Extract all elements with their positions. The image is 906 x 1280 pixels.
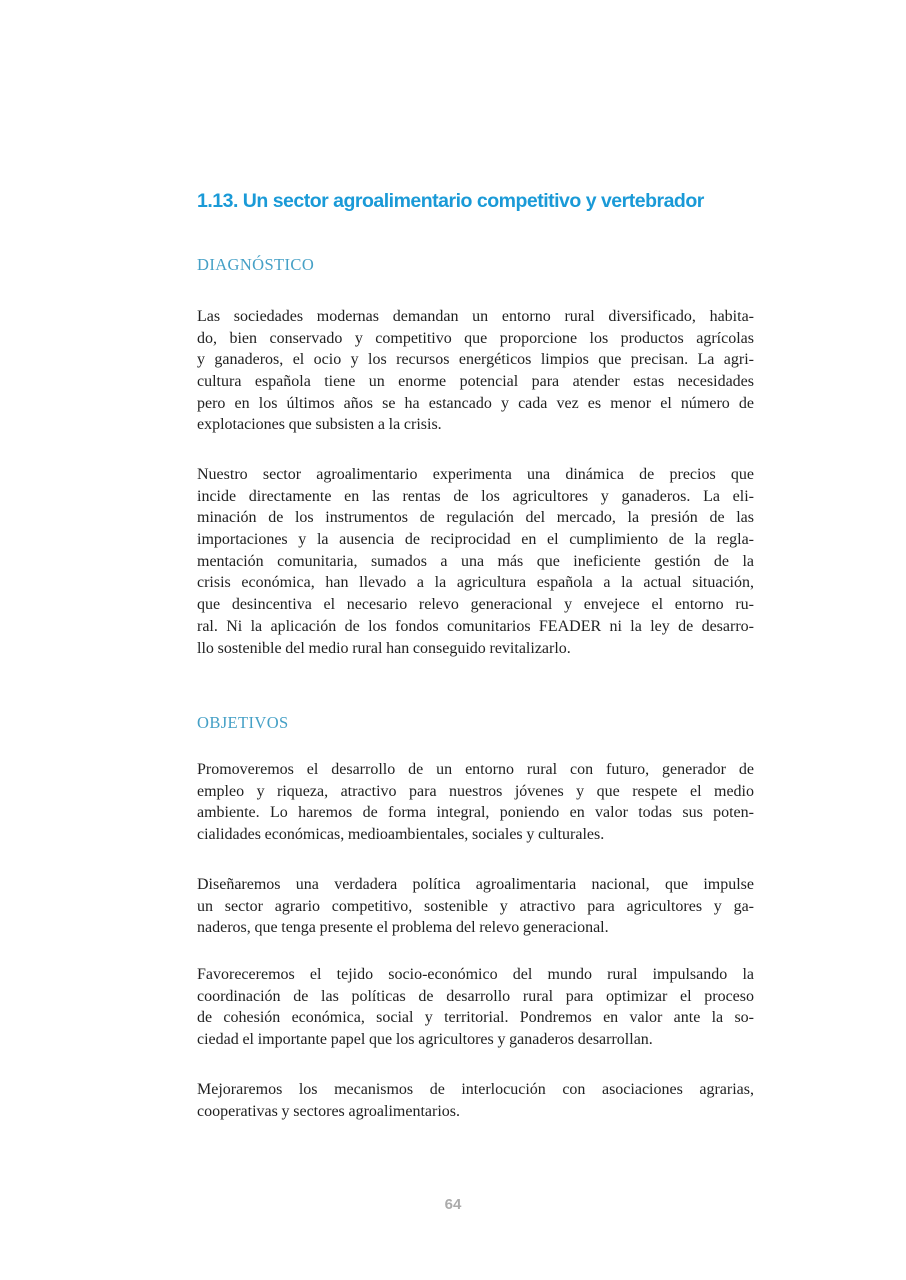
paragraph-diagnostico-1 bbox=[197, 306, 754, 436]
text-line: ciedad el importante papel que los agricultores y ganaderos desarrollan. bbox=[197, 1031, 653, 1049]
text-line: cooperativas y sectores agroalimentarios. bbox=[197, 1102, 460, 1120]
text-line: llo sostenible del medio rural han conseguido revitalizarlo. bbox=[197, 639, 571, 657]
text-line: coordinación de las políticas de desarrollo rural para optimizar el proceso bbox=[197, 987, 754, 1005]
text-line: naderos, que tenga presente el problema del relevo generacional. bbox=[197, 919, 609, 937]
paragraph-objetivos-3 bbox=[197, 964, 754, 1051]
text-line: incide directamente en las rentas de los agricultores y ganaderos. La eli- bbox=[197, 487, 754, 505]
paragraph-diagnostico-2 bbox=[197, 464, 754, 659]
text-line: minación de los instrumentos de regulación del mercado, la presión de las bbox=[197, 509, 754, 527]
text-line: de cohesión económica, social y territorial. Pondremos en valor ante la so- bbox=[197, 1009, 754, 1027]
paragraph-objetivos-1 bbox=[197, 759, 754, 846]
chapter-title: 1.13. Un sector agroalimentario competitivo y vertebrador bbox=[197, 190, 704, 212]
text-line: ral. Ni la aplicación de los fondos comunitarios FEADER ni la ley de desarro- bbox=[197, 617, 754, 635]
text-line: ambiente. Lo haremos de forma integral, poniendo en valor todas sus poten- bbox=[197, 804, 754, 822]
section-heading-objetivos: OBJETIVOS bbox=[197, 713, 289, 732]
text-line: Diseñaremos una verdadera política agroalimentaria nacional, que impulse bbox=[197, 876, 754, 893]
section-heading-diagnostico: DIAGNÓSTICO bbox=[197, 255, 315, 274]
text-line: explotaciones que subsisten a la crisis. bbox=[197, 416, 442, 434]
text-line: empleo y riqueza, atractivo para nuestros jóvenes y que respete el medio bbox=[197, 782, 754, 800]
text-line: cialidades económicas, medioambientales, sociales y culturales. bbox=[197, 826, 605, 844]
page-number: 64 bbox=[444, 1196, 462, 1213]
text-line: mentación comunitaria, sumados a una más que ineficiente gestión de la bbox=[197, 552, 754, 570]
text-line: cultura española tiene un enorme potencial para atender estas necesidades bbox=[197, 373, 754, 391]
paragraph-objetivos-4 bbox=[197, 1079, 754, 1122]
text-line: pero en los últimos años se ha estancado y cada vez es menor el número de bbox=[197, 394, 754, 412]
text-line: crisis económica, han llevado a la agricultura española a la actual situación, bbox=[197, 574, 754, 592]
text-line: Las sociedades modernas demandan un entorno rural diversificado, habita- bbox=[197, 308, 754, 325]
text-line: Promoveremos el desarrollo de un entorno rural con futuro, generador de bbox=[197, 761, 754, 778]
text-line: que desincentiva el necesario relevo generacional y envejece el entorno ru- bbox=[197, 596, 754, 614]
text-line: Nuestro sector agroalimentario experimenta una dinámica de precios que bbox=[197, 466, 754, 483]
text-line: y ganaderos, el ocio y los recursos energéticos limpios que precisan. La agri- bbox=[197, 351, 754, 369]
paragraph-objetivos-2 bbox=[197, 874, 754, 939]
text-line: Mejoraremos los mecanismos de interlocución con asociaciones agrarias, bbox=[197, 1081, 754, 1098]
text-line: Favoreceremos el tejido socio-económico del mundo rural impulsando la bbox=[197, 966, 754, 983]
text-line: do, bien conservado y competitivo que proporcione los productos agrícolas bbox=[197, 329, 754, 347]
text-line: importaciones y la ausencia de reciprocidad en el cumplimiento de la regla- bbox=[197, 531, 754, 549]
text-line: un sector agrario competitivo, sostenible y atractivo para agricultores y ga- bbox=[197, 897, 754, 915]
